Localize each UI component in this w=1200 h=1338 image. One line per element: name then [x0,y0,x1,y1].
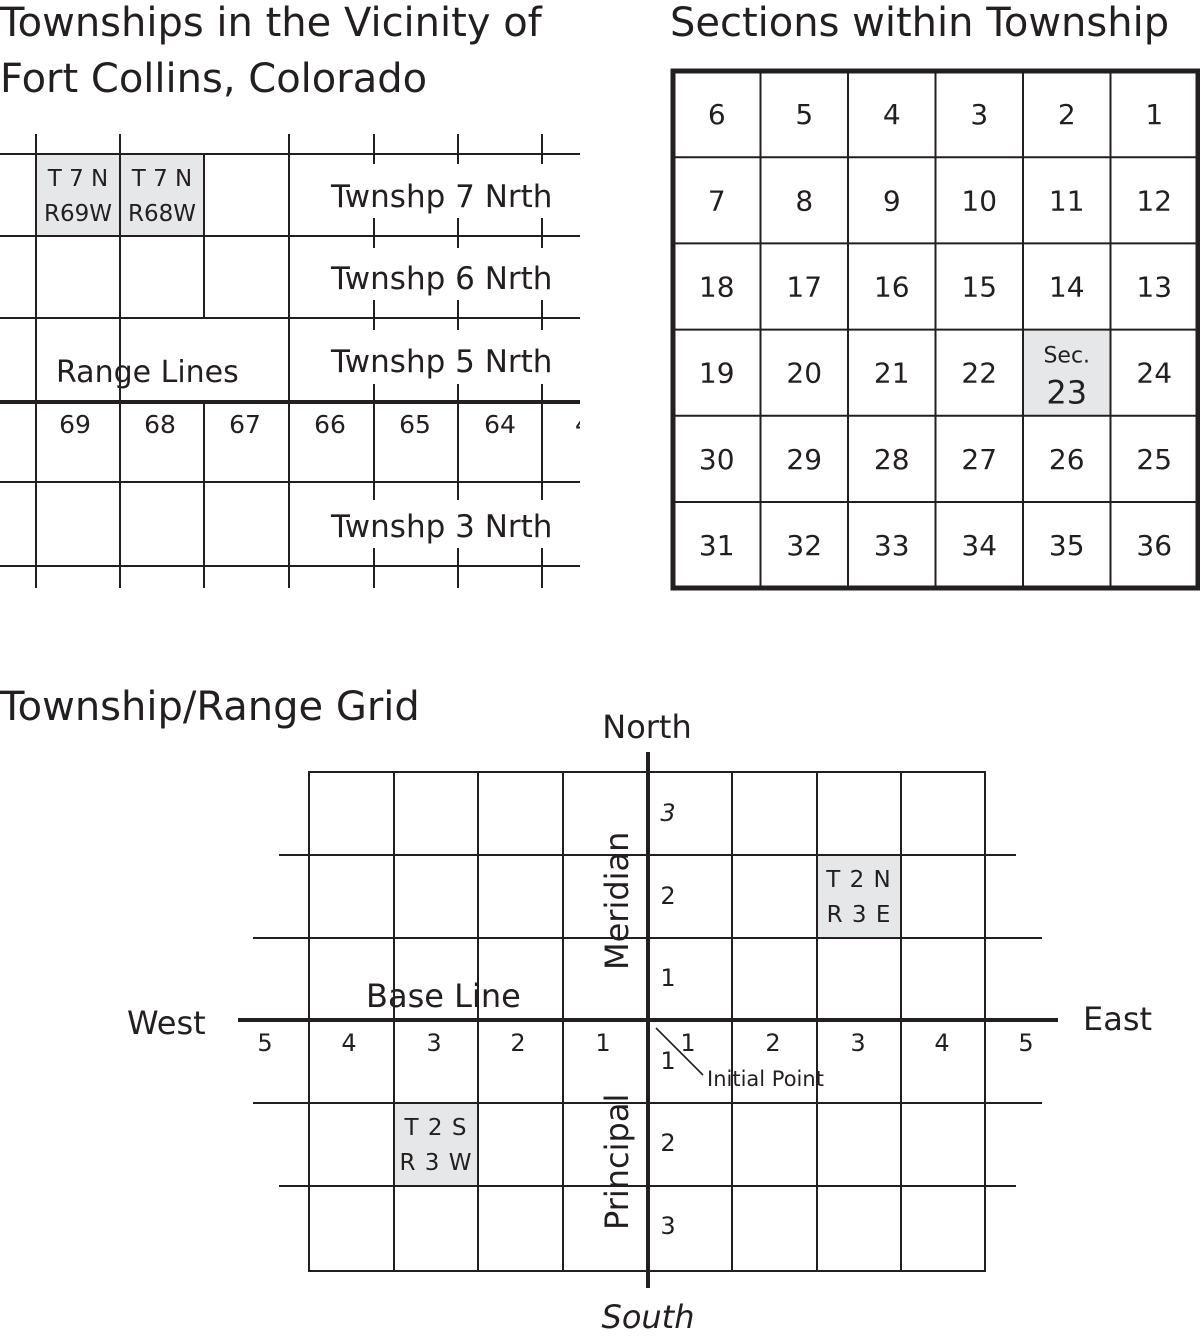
section-number: 30 [698,442,735,476]
range-number: 69 [59,410,91,439]
west-range-number: 4 [341,1029,357,1057]
north-township-number: 2 [660,882,676,910]
north-label: North [602,708,692,746]
section-number: 29 [786,442,823,476]
section-number: 14 [1048,270,1085,304]
section-number: 33 [873,529,910,563]
section-number: 28 [873,442,910,476]
section-number: 31 [698,529,735,563]
cell-t7n-r69w-line2: R69W [44,201,112,227]
section-number: 5 [795,98,814,132]
township-label-6n: Twnshp 6 Nrth [331,261,553,297]
grid-range-numbers [257,1029,1033,1057]
cell-t2s-r3w-line2: R 3 W [399,1150,473,1176]
north-township-number: 3 [660,799,676,827]
cell-t2s-r3w-line1: T 2 S [404,1115,468,1141]
section-number: 22 [961,356,998,390]
section-number: 19 [698,356,735,390]
west-range-number: 3 [426,1029,442,1057]
section-number: 13 [1136,270,1173,304]
sections-title: Sections within Township [670,0,1170,46]
west-label: West [127,1004,206,1042]
grid-panel [0,684,1152,1336]
section-number: 16 [873,270,910,304]
range-number: 66 [314,410,346,439]
section-number: 2 [1057,98,1076,132]
cell-t7n-r68w-line2: R68W [128,201,196,227]
section-number: 36 [1136,529,1173,563]
section-number: 32 [786,529,823,563]
section-number: 34 [961,529,998,563]
base-line-label: Base Line [366,977,521,1015]
township-label-3n: Twnshp 3 Nrth [331,509,553,545]
section-number: 12 [1136,184,1173,218]
sections-panel [670,0,1198,588]
west-range-number: 1 [595,1029,611,1057]
cell-t2n-r3e-line1: T 2 N [826,867,892,893]
section-number: 15 [961,270,998,304]
vicinity-title-line1: Townships in the Vicinity of [0,0,542,46]
south-township-number: 2 [660,1129,676,1157]
section-number: 26 [1048,442,1085,476]
meridian-label: Meridian [598,831,636,970]
cell-t7n-r69w-line1: T 7 N [47,166,109,192]
vicinity-range-numbers [59,410,591,439]
section-number: 25 [1136,442,1173,476]
section-number: 6 [707,98,726,132]
range-number: 67 [229,410,261,439]
range-number: 68 [144,410,176,439]
south-label: South [601,1298,695,1336]
principal-label: Principal [598,1093,636,1230]
initial-point-label: Initial Point [707,1067,824,1091]
section-number: 11 [1048,184,1085,218]
range-lines-label: Range Lines [56,355,239,390]
east-range-number: 4 [934,1029,950,1057]
township-label-5n: Twnshp 5 Nrth [331,344,553,380]
section-number: 1 [1145,98,1164,132]
section-number: 18 [698,270,735,304]
section-number: 4 [882,98,901,132]
township-label-7n: Twnshp 7 Nrth [331,179,553,215]
section-number: 10 [961,184,998,218]
section-number: 35 [1048,529,1085,563]
section-number: 7 [707,184,726,218]
east-range-number: 1 [680,1029,696,1057]
vicinity-title-line2: Fort Collins, Colorado [0,56,428,102]
section-number: 20 [786,356,823,390]
section-number: 17 [786,270,823,304]
range-number: 65 [399,410,431,439]
west-range-number: 2 [510,1029,526,1057]
range-number: 64 [484,410,516,439]
vicinity-panel [0,0,591,588]
section-23-prefix: Sec. [1043,343,1091,369]
section-number: 27 [961,442,998,476]
east-range-number: 2 [765,1029,781,1057]
east-range-number: 5 [1018,1029,1034,1057]
section-number: 24 [1136,356,1173,390]
east-range-number: 3 [850,1029,866,1057]
section-23-number: 23 [1046,373,1088,412]
east-label: East [1083,1000,1153,1038]
range-number-cutoff: 4 [575,410,591,439]
section-number: 21 [873,356,910,390]
cell-t2n-r3e-line2: R 3 E [826,902,892,928]
south-township-number: 3 [660,1212,676,1240]
south-township-number: 1 [660,1047,676,1075]
grid-title: Township/Range Grid [0,684,420,730]
north-township-number: 1 [660,964,676,992]
section-number: 3 [970,98,989,132]
sections-grid [673,71,1198,588]
section-number: 9 [882,184,901,218]
section-number: 8 [795,184,814,218]
cell-t7n-r68w-line1: T 7 N [131,166,193,192]
west-range-number: 5 [257,1029,273,1057]
